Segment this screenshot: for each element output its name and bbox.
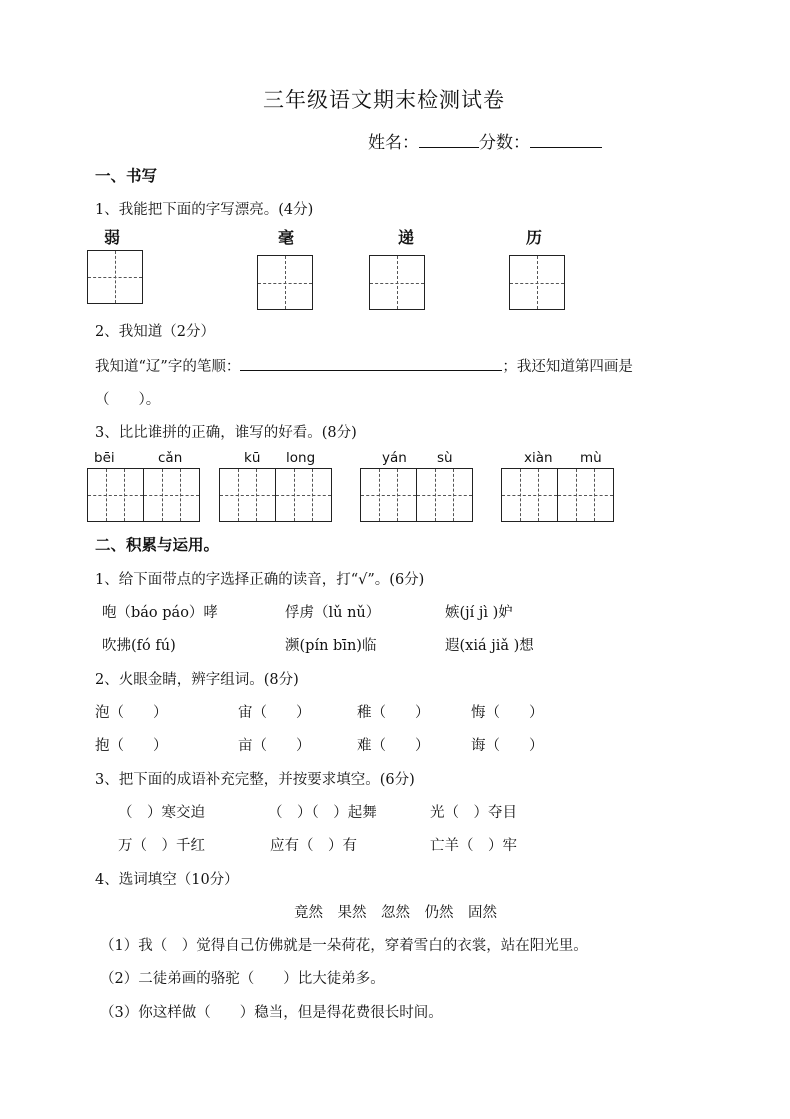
score-blank[interactable] xyxy=(530,147,602,148)
pron-item[interactable]: 咆（báo páo）哮 xyxy=(102,605,218,621)
pinyin-cell[interactable] xyxy=(143,468,200,522)
word-choices: 竟然 果然 忽然 仍然 固然 xyxy=(294,905,497,921)
s1-q2-line1 xyxy=(95,355,633,376)
char-label-3: 递 xyxy=(398,228,415,247)
name-label: 姓名： xyxy=(368,133,419,153)
pinyin-4b: mù xyxy=(580,450,602,466)
score-label: 分数： xyxy=(479,133,530,153)
idiom-item[interactable]: 应有（ ）有 xyxy=(270,838,357,854)
idiom-item[interactable]: 光（ ）夺目 xyxy=(430,805,517,821)
s1-q3-text: 3、比比谁拼的正确，谁写的好看。(8分) xyxy=(95,425,357,441)
s1-q2-line2: （ ）。 xyxy=(95,392,161,408)
pinyin-1a: bēi xyxy=(94,450,115,466)
char-label-4: 历 xyxy=(526,228,543,247)
pron-item[interactable]: 吹拂(fó fú) xyxy=(102,638,176,654)
s2-q4-text: 4、选词填空（10分） xyxy=(95,872,239,888)
writing-grid-2[interactable] xyxy=(257,255,313,310)
fill-item[interactable]: （2）二徒弟画的骆驼（ ）比大徒弟多。 xyxy=(100,971,385,987)
writing-grid-1[interactable] xyxy=(87,250,143,304)
idiom-item[interactable]: 亡羊（ ）牢 xyxy=(430,838,517,854)
stroke-order-blank[interactable] xyxy=(240,370,502,371)
pinyin-3b: sù xyxy=(437,450,453,466)
section1-heading: 一、书写 xyxy=(95,166,158,185)
word-item[interactable]: 抱（ ） xyxy=(95,738,168,754)
word-item[interactable]: 诲（ ） xyxy=(471,738,544,754)
idiom-item[interactable]: 万（ ）千红 xyxy=(118,838,205,854)
pinyin-4a: xiàn xyxy=(524,450,553,466)
pinyin-cell[interactable] xyxy=(501,468,558,522)
word-item[interactable]: 亩（ ） xyxy=(238,738,311,754)
pinyin-grid-4[interactable] xyxy=(501,468,612,522)
char-label-2: 毫 xyxy=(278,228,295,247)
pron-item[interactable]: 俘虏（lǔ nǔ） xyxy=(285,605,381,621)
s2-q2-text: 2、火眼金睛，辨字组词。(8分) xyxy=(95,672,299,688)
word-item[interactable]: 稚（ ） xyxy=(357,705,430,721)
name-blank[interactable] xyxy=(419,147,479,148)
s1-q1-text: 1、我能把下面的字写漂亮。(4分) xyxy=(95,202,314,218)
pinyin-2b: long xyxy=(286,450,316,466)
pinyin-cell[interactable] xyxy=(87,468,144,522)
s2-q3-text: 3、把下面的成语补充完整，并按要求填空。(6分) xyxy=(95,772,415,788)
pinyin-1b: cǎn xyxy=(158,450,183,466)
stroke-order-prefix: 我知道“辽”字的笔顺： xyxy=(95,359,241,375)
idiom-item[interactable]: （ ）（ ）起舞 xyxy=(268,805,377,821)
char-label-1: 弱 xyxy=(104,228,121,247)
stroke-order-suffix: ；我还知道第四画是 xyxy=(502,359,633,375)
pinyin-cell[interactable] xyxy=(557,468,614,522)
pinyin-3a: yán xyxy=(382,450,407,466)
pinyin-grid-3[interactable] xyxy=(360,468,471,522)
fill-item[interactable]: （3）你这样做（ ）稳当，但是得花费很长时间。 xyxy=(100,1005,443,1021)
word-item[interactable]: 泡（ ） xyxy=(95,705,168,721)
pinyin-cell[interactable] xyxy=(416,468,473,522)
section2-heading: 二、积累与运用。 xyxy=(95,535,220,554)
s1-q2-text: 2、我知道（2分） xyxy=(95,324,215,340)
fill-item[interactable]: （1）我（ ）觉得自己仿佛就是一朵荷花，穿着雪白的衣裳，站在阳光里。 xyxy=(100,938,588,954)
pinyin-grid-1[interactable] xyxy=(87,468,198,522)
pron-item[interactable]: 遐(xiá jiǎ )想 xyxy=(445,638,534,654)
pinyin-cell[interactable] xyxy=(219,468,276,522)
name-score-line xyxy=(368,128,602,153)
pron-item[interactable]: 嫉(jí jì )妒 xyxy=(445,605,513,621)
word-item[interactable]: 宙（ ） xyxy=(238,705,311,721)
pinyin-grid-2[interactable] xyxy=(219,468,330,522)
idiom-item[interactable]: （ ）寒交迫 xyxy=(118,805,205,821)
pinyin-cell[interactable] xyxy=(275,468,332,522)
writing-grid-3[interactable] xyxy=(369,255,425,310)
pinyin-2a: kū xyxy=(244,450,261,466)
writing-grid-4[interactable] xyxy=(509,255,565,310)
word-item[interactable]: 难（ ） xyxy=(357,738,430,754)
word-item[interactable]: 悔（ ） xyxy=(471,705,544,721)
pron-item[interactable]: 濒(pín bīn)临 xyxy=(285,638,377,654)
s2-q1-text: 1、给下面带点的字选择正确的读音，打“√”。(6分) xyxy=(95,572,425,588)
pinyin-cell[interactable] xyxy=(360,468,417,522)
page-title: 三年级语文期末检测试卷 xyxy=(263,88,505,112)
